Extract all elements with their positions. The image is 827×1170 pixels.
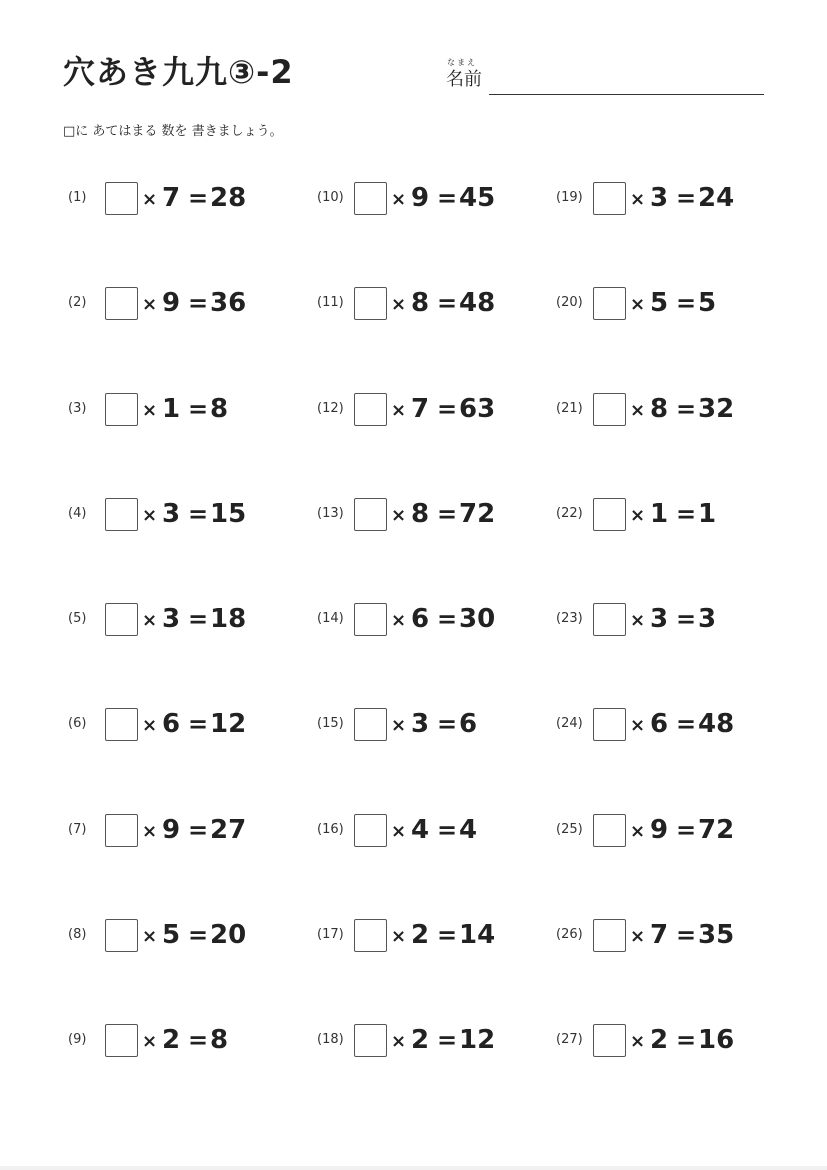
equals-sign: = xyxy=(676,1026,697,1055)
equals-sign: = xyxy=(188,184,209,212)
equals-sign: = xyxy=(676,605,697,634)
times-sign: × xyxy=(391,1031,407,1053)
equals-sign: = xyxy=(676,815,697,844)
times-sign: × xyxy=(630,294,646,316)
equals-sign: = xyxy=(676,394,697,423)
problem-item xyxy=(548,913,780,959)
times-sign: × xyxy=(630,504,646,526)
problem-number: (11) xyxy=(317,295,344,311)
problem-number: (10) xyxy=(317,190,344,205)
product: 4 xyxy=(459,814,478,845)
name-ruby: なまえ xyxy=(447,58,477,67)
multiplier: 8 xyxy=(411,288,430,319)
times-sign: × xyxy=(142,294,158,316)
product: 28 xyxy=(210,183,247,213)
product: 27 xyxy=(210,814,247,845)
product: 8 xyxy=(210,1025,229,1056)
equals-sign: = xyxy=(437,184,458,212)
equals-sign: = xyxy=(188,710,209,739)
times-sign: × xyxy=(391,399,407,421)
problem-item xyxy=(60,281,309,327)
answer-box[interactable] xyxy=(105,393,138,426)
times-sign: × xyxy=(391,715,407,737)
times-sign: × xyxy=(142,610,158,632)
answer-box[interactable] xyxy=(354,498,387,531)
times-sign: × xyxy=(630,1031,646,1053)
times-sign: × xyxy=(142,926,158,948)
product: 18 xyxy=(210,604,247,635)
answer-box[interactable] xyxy=(354,287,387,320)
problem-number: (6) xyxy=(68,716,87,732)
answer-box[interactable] xyxy=(593,708,626,741)
problem-number: (12) xyxy=(317,400,344,416)
multiplier: 2 xyxy=(411,920,430,951)
multiplier: 9 xyxy=(162,814,181,845)
problem-number: (7) xyxy=(68,821,87,837)
problem-item xyxy=(309,387,548,433)
answer-box[interactable] xyxy=(593,182,626,215)
times-sign: × xyxy=(630,610,646,632)
problem-item xyxy=(60,597,309,643)
multiplier: 5 xyxy=(162,920,181,951)
problem-item xyxy=(60,808,309,854)
problem-number: (13) xyxy=(317,505,344,521)
product: 72 xyxy=(459,498,496,529)
multiplier: 4 xyxy=(411,814,430,845)
equals-sign: = xyxy=(188,394,209,423)
name-write-line[interactable] xyxy=(489,94,764,95)
equals-sign: = xyxy=(676,499,697,528)
product: 12 xyxy=(459,1025,496,1056)
product: 45 xyxy=(459,183,496,213)
product: 6 xyxy=(459,709,478,740)
multiplier: 3 xyxy=(650,183,669,213)
times-sign: × xyxy=(391,820,407,842)
times-sign: × xyxy=(391,189,407,210)
product: 36 xyxy=(210,288,247,319)
answer-box[interactable] xyxy=(354,919,387,952)
problem-number: (21) xyxy=(556,400,583,416)
product: 24 xyxy=(698,183,735,213)
times-sign: × xyxy=(142,399,158,421)
multiplier: 3 xyxy=(162,498,181,529)
problem-number: (5) xyxy=(68,611,87,627)
times-sign: × xyxy=(630,399,646,421)
equals-sign: = xyxy=(437,921,458,950)
product: 12 xyxy=(210,709,247,740)
answer-box[interactable] xyxy=(354,393,387,426)
problem-item xyxy=(309,176,548,222)
multiplier: 9 xyxy=(411,183,430,213)
answer-box[interactable] xyxy=(105,287,138,320)
problem-number: (9) xyxy=(68,1032,87,1048)
times-sign: × xyxy=(391,504,407,526)
multiplier: 7 xyxy=(650,920,669,951)
times-sign: × xyxy=(391,294,407,316)
answer-box[interactable] xyxy=(105,603,138,636)
equals-sign: = xyxy=(676,289,697,318)
equals-sign: = xyxy=(188,921,209,950)
multiplier: 8 xyxy=(650,393,669,424)
problem-item xyxy=(60,1018,309,1064)
equals-sign: = xyxy=(188,1026,209,1055)
multiplier: 3 xyxy=(650,604,669,635)
problem-item xyxy=(548,176,780,222)
answer-box[interactable] xyxy=(593,287,626,320)
problem-number: (15) xyxy=(317,716,344,732)
problem-number: (3) xyxy=(68,400,87,416)
answer-box[interactable] xyxy=(105,919,138,952)
problem-item xyxy=(60,387,309,433)
problem-number: (2) xyxy=(68,295,87,311)
answer-box[interactable] xyxy=(593,393,626,426)
problem-item xyxy=(309,913,548,959)
multiplier: 1 xyxy=(650,498,669,529)
times-sign: × xyxy=(630,715,646,737)
equals-sign: = xyxy=(188,289,209,318)
name-label: 名前 xyxy=(446,69,482,90)
problem-item xyxy=(309,1018,548,1064)
name-field-area xyxy=(444,58,766,98)
times-sign: × xyxy=(142,820,158,842)
multiplier: 1 xyxy=(162,393,181,424)
problem-item xyxy=(60,702,309,748)
problem-item xyxy=(60,913,309,959)
problem-item xyxy=(60,492,309,538)
multiplier: 6 xyxy=(650,709,669,740)
answer-box[interactable] xyxy=(593,498,626,531)
times-sign: × xyxy=(391,926,407,948)
answer-box[interactable] xyxy=(105,1024,138,1057)
problem-number: (23) xyxy=(556,611,583,627)
answer-box[interactable] xyxy=(354,708,387,741)
times-sign: × xyxy=(630,189,646,210)
problem-number: (14) xyxy=(317,611,344,627)
problem-number: (4) xyxy=(68,505,87,521)
equals-sign: = xyxy=(437,605,458,634)
product: 16 xyxy=(698,1025,735,1056)
problem-item xyxy=(548,702,780,748)
problem-item xyxy=(548,808,780,854)
times-sign: × xyxy=(391,610,407,632)
equals-sign: = xyxy=(437,710,458,739)
equals-sign: = xyxy=(437,289,458,318)
product: 20 xyxy=(210,920,247,951)
problem-item xyxy=(548,597,780,643)
product: 8 xyxy=(210,393,229,424)
answer-box[interactable] xyxy=(354,1024,387,1057)
equals-sign: = xyxy=(188,605,209,634)
product: 32 xyxy=(698,393,735,424)
answer-box[interactable] xyxy=(105,182,138,215)
times-sign: × xyxy=(630,820,646,842)
product: 48 xyxy=(698,709,735,740)
problem-item xyxy=(309,281,548,327)
product: 72 xyxy=(698,814,735,845)
product: 48 xyxy=(459,288,496,319)
problem-number: (16) xyxy=(317,821,344,837)
problem-number: (1) xyxy=(68,190,87,205)
problem-item xyxy=(309,492,548,538)
answer-box[interactable] xyxy=(593,1024,626,1057)
multiplier: 2 xyxy=(162,1025,181,1056)
answer-box[interactable] xyxy=(354,603,387,636)
worksheet-title: 穴あき九九③-2 xyxy=(63,53,294,91)
multiplier: 3 xyxy=(411,709,430,740)
problem-item xyxy=(548,492,780,538)
answer-box[interactable] xyxy=(593,919,626,952)
equals-sign: = xyxy=(188,499,209,528)
answer-box[interactable] xyxy=(354,814,387,847)
answer-box[interactable] xyxy=(354,182,387,215)
product: 1 xyxy=(698,498,717,529)
problem-number: (24) xyxy=(556,716,583,732)
product: 5 xyxy=(698,288,717,319)
multiplier: 7 xyxy=(162,183,181,213)
times-sign: × xyxy=(142,715,158,737)
problem-number: (27) xyxy=(556,1032,583,1048)
times-sign: × xyxy=(142,1031,158,1053)
equals-sign: = xyxy=(437,499,458,528)
problem-number: (26) xyxy=(556,927,583,943)
multiplier: 2 xyxy=(411,1025,430,1056)
multiplier: 9 xyxy=(162,288,181,319)
product: 63 xyxy=(459,393,496,424)
equals-sign: = xyxy=(188,815,209,844)
problem-item xyxy=(309,808,548,854)
problem-item xyxy=(548,281,780,327)
problem-number: (19) xyxy=(556,190,583,205)
problem-item xyxy=(309,702,548,748)
equals-sign: = xyxy=(437,394,458,423)
product: 3 xyxy=(698,604,717,635)
times-sign: × xyxy=(142,189,158,210)
answer-box[interactable] xyxy=(593,814,626,847)
problem-number: (20) xyxy=(556,295,583,311)
multiplier: 6 xyxy=(411,604,430,635)
problem-grid xyxy=(60,176,780,1124)
times-sign: × xyxy=(142,504,158,526)
problem-item xyxy=(548,387,780,433)
multiplier: 6 xyxy=(162,709,181,740)
product: 30 xyxy=(459,604,496,635)
problem-number: (25) xyxy=(556,821,583,837)
product: 14 xyxy=(459,920,496,951)
page-edge xyxy=(0,1166,827,1170)
equals-sign: = xyxy=(437,1026,458,1055)
problem-item xyxy=(548,1018,780,1064)
multiplier: 2 xyxy=(650,1025,669,1056)
answer-box[interactable] xyxy=(105,814,138,847)
answer-box[interactable] xyxy=(593,603,626,636)
multiplier: 3 xyxy=(162,604,181,635)
equals-sign: = xyxy=(437,815,458,844)
multiplier: 8 xyxy=(411,498,430,529)
times-sign: × xyxy=(630,926,646,948)
equals-sign: = xyxy=(676,184,697,212)
multiplier: 9 xyxy=(650,814,669,845)
multiplier: 5 xyxy=(650,288,669,319)
multiplier: 7 xyxy=(411,393,430,424)
equals-sign: = xyxy=(676,710,697,739)
product: 35 xyxy=(698,920,735,951)
problem-number: (17) xyxy=(317,927,344,943)
product: 15 xyxy=(210,498,247,529)
problem-item xyxy=(309,597,548,643)
instructions: □に あてはまる 数を 書きましょう。 xyxy=(63,124,283,139)
answer-box[interactable] xyxy=(105,708,138,741)
answer-box[interactable] xyxy=(105,498,138,531)
problem-number: (18) xyxy=(317,1032,344,1048)
equals-sign: = xyxy=(676,921,697,950)
problem-item xyxy=(60,176,309,222)
problem-number: (22) xyxy=(556,505,583,521)
problem-number: (8) xyxy=(68,927,87,943)
